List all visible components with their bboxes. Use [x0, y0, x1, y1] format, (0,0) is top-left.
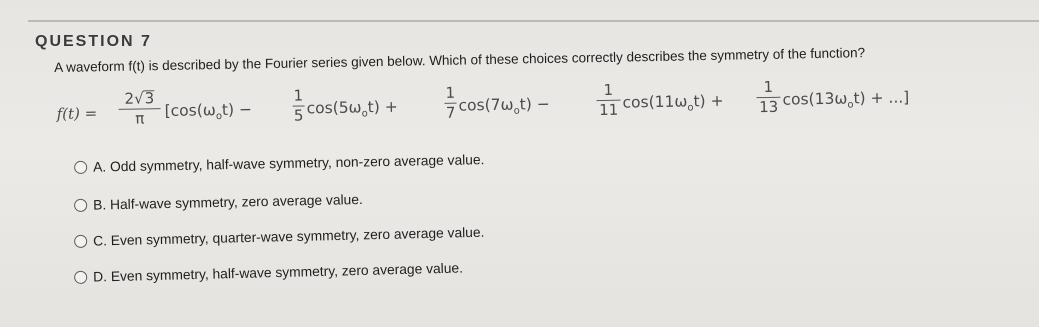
- option-c-text: Even symmetry, quarter-wave symmetry, zero average value.: [110, 224, 485, 249]
- option-b-letter: B.: [92, 197, 107, 213]
- formula-lhs: f(t) =: [56, 104, 98, 123]
- option-b[interactable]: [74, 192, 363, 213]
- term-13: $\cos(13\omega_ot)$ + ...]: [782, 88, 910, 111]
- radio-button-c[interactable]: [74, 235, 87, 248]
- fraction-1-13: 1 13: [756, 79, 781, 116]
- option-a[interactable]: [74, 152, 485, 175]
- radio-button-d[interactable]: [74, 271, 87, 284]
- term-5: $\cos(5\omega_ot)$ +: [306, 97, 398, 120]
- term-1: [$\cos(\omega_ot)$ −: [164, 100, 253, 123]
- radio-button-a[interactable]: [74, 161, 87, 174]
- term-11: $\cos(11\omega_ot)$ +: [622, 91, 724, 114]
- option-d[interactable]: [74, 260, 463, 284]
- radio-button-b[interactable]: [74, 199, 87, 212]
- option-c-letter: C.: [92, 233, 108, 249]
- option-c[interactable]: [74, 225, 485, 249]
- option-a-letter: A.: [92, 159, 107, 175]
- coefficient-numerator: 2√3: [124, 89, 155, 108]
- fraction-1-7: 1 7: [445, 83, 456, 122]
- option-d-letter: D.: [92, 269, 108, 285]
- option-d-text: Even symmetry, half-wave symmetry, zero average value.: [110, 260, 464, 285]
- option-b-text: Half-wave symmetry, zero average value.: [109, 191, 363, 213]
- coefficient-fraction: [118, 90, 161, 128]
- term-7: $\cos(7\omega_ot)$ −: [458, 94, 550, 117]
- question-prompt: A waveform f(t) is described by the Fourier series given below. Which of these choices correctly describes the symmetry of the function?: [54, 45, 866, 75]
- top-divider: [28, 20, 1039, 22]
- fraction-1-5: 1 5: [293, 86, 304, 125]
- coefficient-denominator: π: [135, 109, 145, 128]
- option-a-text: Odd symmetry, half-wave symmetry, non-zero average value.: [109, 152, 485, 175]
- fraction-1-11: 1 11: [596, 82, 621, 119]
- question-title: QUESTION 7: [35, 33, 152, 50]
- fourier-formula: [56, 60, 1037, 148]
